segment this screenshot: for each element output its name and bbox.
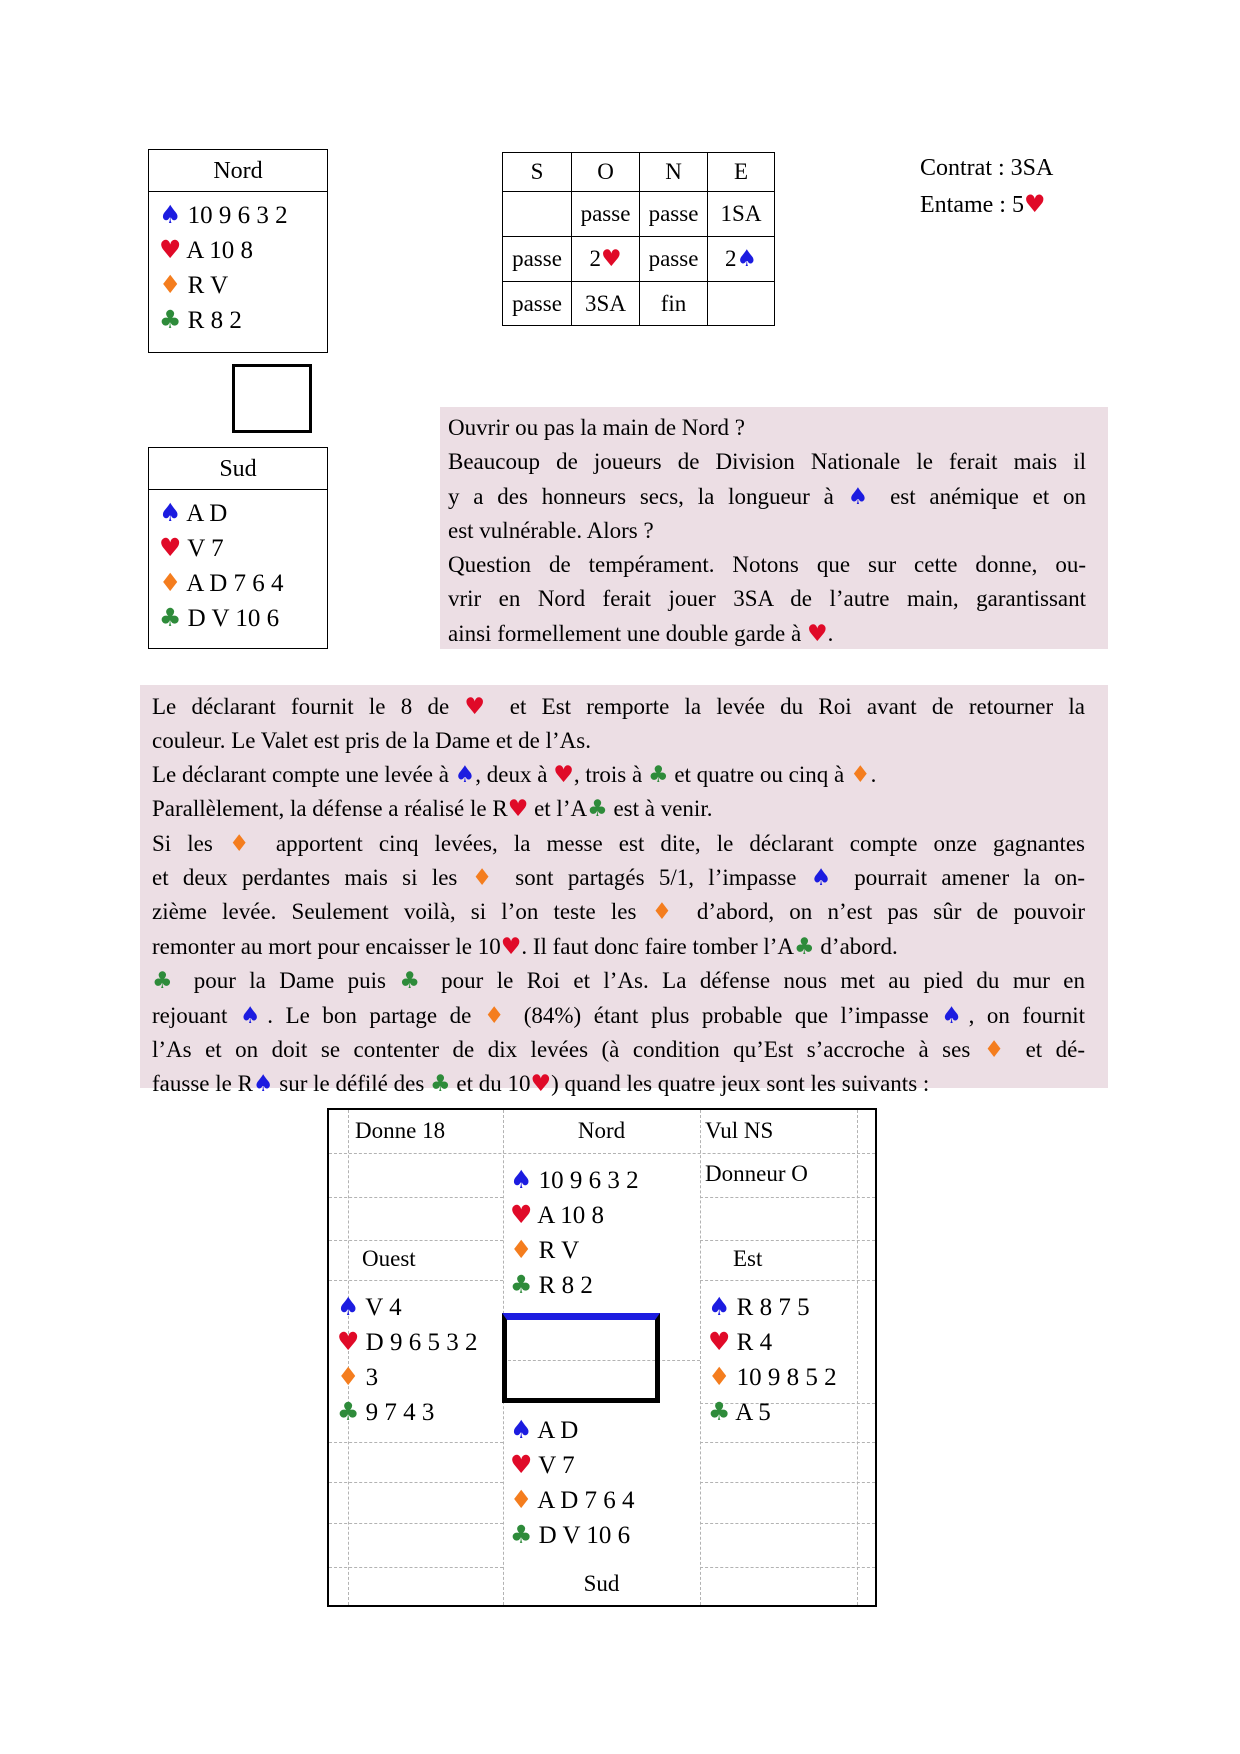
text-line: Ouvrir ou pas la main de Nord ? xyxy=(448,415,746,440)
spade-icon: ♠ xyxy=(159,498,182,527)
diamond-icon: ♦ xyxy=(228,830,260,857)
text-line: y a des honneurs secs, la longueur à ♠ est anémique et on xyxy=(448,483,1086,510)
dashed-gridline xyxy=(329,1153,875,1154)
hand-row-diamond: ♦ A D 7 6 4 xyxy=(510,1485,635,1514)
club-icon: ♣ xyxy=(159,603,182,632)
heart-icon: ♥ xyxy=(1023,190,1046,218)
bid-header-O: O xyxy=(571,153,639,191)
hand-row-club: ♣ D V 10 6 xyxy=(159,603,280,632)
spade-icon: ♠ xyxy=(708,1292,731,1321)
west-label: Ouest xyxy=(362,1246,416,1271)
bid-header-E: E xyxy=(707,153,774,191)
spade-icon: ♠ xyxy=(510,1165,533,1194)
dashed-gridline xyxy=(700,1280,875,1281)
diagram-east-hand xyxy=(708,1290,837,1430)
dashed-gridline xyxy=(329,1280,503,1281)
spade-icon: ♠ xyxy=(337,1292,360,1321)
heart-icon: ♥ xyxy=(464,694,495,720)
diamond-icon: ♦ xyxy=(708,1362,731,1391)
spade-icon: ♠ xyxy=(510,1415,533,1444)
club-icon: ♣ xyxy=(587,796,608,823)
hand-row-club: ♣ R 8 2 xyxy=(159,305,242,334)
bid-cell: 1SA xyxy=(707,191,774,236)
heart-icon: ♥ xyxy=(553,761,574,788)
hand-row-club: ♣ 9 7 4 3 xyxy=(337,1397,435,1426)
text-line: remonter au mort pour encaisser le 10♥. Il faut donc faire tomber l’A♣ d’abord. xyxy=(152,933,898,960)
dashed-gridline xyxy=(700,1197,875,1198)
bid-header-N: N xyxy=(639,153,707,191)
dashed-gridline xyxy=(700,1110,701,1605)
dashed-gridline xyxy=(700,1442,875,1443)
spade-icon: ♠ xyxy=(847,483,877,510)
diamond-icon: ♦ xyxy=(849,761,871,788)
diagram-north-hand xyxy=(510,1163,639,1303)
bid-cell: 3SA xyxy=(571,281,639,325)
hand-row-heart: ♥ V 7 xyxy=(510,1450,575,1479)
dashed-gridline xyxy=(700,1567,875,1568)
bid-cell xyxy=(707,281,774,325)
text-line: vrir en Nord ferait jouer 3SA de l’autre main, garantissant xyxy=(448,586,1086,612)
spade-icon: ♠ xyxy=(239,1002,268,1029)
club-icon: ♣ xyxy=(152,968,181,995)
text-line: est vulnérable. Alors ? xyxy=(448,517,654,543)
east-label: Est xyxy=(733,1246,763,1271)
heart-icon: ♥ xyxy=(507,796,529,823)
text-line: ♣ pour la Dame puis ♣ pour le Roi et l’As. La défense nous met au pied du mur en xyxy=(152,968,1086,995)
hand-row-spade: ♠ A D xyxy=(510,1415,579,1444)
hand-row-club: ♣ A 5 xyxy=(708,1397,771,1426)
spade-icon: ♠ xyxy=(810,865,840,892)
diamond-icon: ♦ xyxy=(510,1235,533,1264)
table-center-box xyxy=(502,1313,660,1403)
text-line: rejouant ♠. Le bon partage de ♦ (84%) étant plus probable que l’impasse ♠, on fournit xyxy=(152,1002,1086,1029)
hand-row-spade: ♠ 10 9 6 3 2 xyxy=(159,200,288,229)
bid-cell: passe xyxy=(503,236,571,281)
dashed-gridline xyxy=(700,1240,875,1241)
dashed-gridline xyxy=(857,1110,858,1605)
club-icon: ♣ xyxy=(510,1520,533,1549)
south-label: Sud xyxy=(583,1571,620,1596)
diagram-west-hand xyxy=(337,1290,477,1430)
hand-row-club: ♣ D V 10 6 xyxy=(510,1520,631,1549)
text-line: Entame : 5♥ xyxy=(920,190,1046,218)
heart-icon: ♥ xyxy=(510,1200,533,1229)
text-line: Question de tempérament. Notons que sur cette donne, ou- xyxy=(448,552,1086,578)
vulnerability-label: Vul NS xyxy=(705,1118,774,1143)
south-hand-rows xyxy=(149,490,327,636)
heart-icon: ♥ xyxy=(530,1071,552,1098)
commentary-block-1 xyxy=(440,407,1108,649)
club-icon: ♣ xyxy=(159,305,182,334)
commentary-block-2 xyxy=(140,685,1108,1098)
heart-icon: ♥ xyxy=(806,620,828,647)
text-line: couleur. Le Valet est pris de la Dame et de l’As. xyxy=(152,728,591,754)
bid-cell: fin xyxy=(639,281,707,325)
hand-row-heart: ♥ A 10 8 xyxy=(510,1200,604,1229)
bid-cell: 2 ♠ xyxy=(707,236,774,281)
dashed-gridline xyxy=(700,1482,875,1483)
bid-cell: passe xyxy=(639,236,707,281)
heart-icon: ♥ xyxy=(600,246,622,272)
diamond-icon: ♦ xyxy=(159,568,182,597)
heart-icon: ♥ xyxy=(337,1327,360,1356)
north-hand-title: Nord xyxy=(149,150,327,192)
contract-block xyxy=(920,150,1053,223)
text-line: Beaucoup de joueurs de Division Nationale le ferait mais il xyxy=(448,449,1086,475)
spade-icon: ♠ xyxy=(736,246,758,272)
spade-icon: ♠ xyxy=(941,1002,969,1029)
bidding-table xyxy=(502,152,775,326)
hand-row-diamond: ♦ A D 7 6 4 xyxy=(159,568,284,597)
bid-header-S: S xyxy=(530,159,544,184)
heart-icon: ♥ xyxy=(159,533,182,562)
dealer-label: Donneur O xyxy=(705,1161,808,1186)
text-line: et deux perdantes mais si les ♦ sont partagés 5/1, l’impasse ♠ pourrait amener la on- xyxy=(152,865,1086,892)
spade-icon: ♠ xyxy=(159,200,182,229)
heart-icon: ♥ xyxy=(500,933,522,960)
text-line: Si les ♦ apportent cinq levées, la messe est dite, le déclarant compte onze gagnantes xyxy=(152,830,1085,857)
hand-row-heart: ♥ D 9 6 5 3 2 xyxy=(337,1327,478,1356)
spade-icon: ♠ xyxy=(252,1071,274,1098)
text-line: zième levée. Seulement voilà, si l’on teste les ♦ d’abord, on n’est pas sûr de pouvoir xyxy=(152,899,1085,926)
hand-row-diamond: ♦ R V xyxy=(510,1235,580,1264)
heart-icon: ♥ xyxy=(708,1327,731,1356)
deal-number-label: Donne 18 xyxy=(355,1118,446,1143)
diamond-icon: ♦ xyxy=(471,865,501,892)
hand-row-spade: ♠ V 4 xyxy=(337,1292,402,1321)
north-hand-box xyxy=(148,149,328,353)
diamond-icon: ♦ xyxy=(159,270,182,299)
text-line: Le déclarant fournit le 8 de ♥ et Est remporte la levée du Roi avant de retourner la xyxy=(152,694,1086,720)
club-icon: ♣ xyxy=(430,1071,451,1098)
hand-row-club: ♣ R 8 2 xyxy=(510,1270,593,1299)
club-icon: ♣ xyxy=(399,968,428,995)
hand-row-spade: ♠ A D xyxy=(159,498,228,527)
north-hand-rows xyxy=(149,192,327,338)
south-hand-box xyxy=(148,447,328,649)
hand-row-heart: ♥ A 10 8 xyxy=(159,235,253,264)
hand-row-spade: ♠ R 8 7 5 xyxy=(708,1292,810,1321)
club-icon: ♣ xyxy=(510,1270,533,1299)
text-line: fausse le R♠ sur le défilé des ♣ et du 10♥) quand les quatre jeux sont les suivants : xyxy=(152,1071,930,1098)
text-line: Contrat : 3SA xyxy=(920,155,1054,181)
text-line: ainsi formellement une double garde à ♥. xyxy=(448,620,834,647)
dashed-gridline xyxy=(329,1567,503,1568)
hand-row-heart: ♥ R 4 xyxy=(708,1327,773,1356)
deal-diagram xyxy=(327,1108,877,1607)
dashed-gridline xyxy=(329,1197,503,1198)
diamond-icon: ♦ xyxy=(651,899,682,926)
dashed-gridline xyxy=(329,1240,503,1241)
hand-row-heart: ♥ V 7 xyxy=(159,533,224,562)
dashed-gridline xyxy=(329,1523,503,1524)
bid-cell: passe xyxy=(503,281,571,325)
south-hand-title: Sud xyxy=(149,448,327,490)
club-icon: ♣ xyxy=(337,1397,360,1426)
hand-row-diamond: ♦ 10 9 8 5 2 xyxy=(708,1362,837,1391)
diamond-icon: ♦ xyxy=(983,1037,1013,1064)
bid-cell: passe xyxy=(639,191,707,236)
text-line: Le déclarant compte une levée à ♠, deux à ♥, trois à ♣ et quatre ou cinq à ♦. xyxy=(152,761,877,788)
club-icon: ♣ xyxy=(794,933,815,960)
diamond-icon: ♦ xyxy=(510,1485,533,1514)
bid-cell: passe xyxy=(571,191,639,236)
club-icon: ♣ xyxy=(647,761,669,788)
dashed-gridline xyxy=(700,1523,875,1524)
diamond-icon: ♦ xyxy=(483,1002,512,1029)
text-line: Parallèlement, la défense a réalisé le R♥ et l’A♣ est à venir. xyxy=(152,796,713,823)
bid-cell xyxy=(503,191,571,236)
hand-row-diamond: ♦ 3 xyxy=(337,1362,379,1391)
dashed-gridline xyxy=(329,1442,503,1443)
heart-icon: ♥ xyxy=(159,235,182,264)
text-line: l’As et on doit se contenter de dix levées (à condition qu’Est s’accroche à ses ♦ et dé- xyxy=(152,1037,1085,1064)
table-marker-square xyxy=(232,364,312,433)
dashed-gridline xyxy=(329,1482,503,1483)
spade-icon: ♠ xyxy=(454,761,476,788)
hand-row-diamond: ♦ R V xyxy=(159,270,229,299)
diagram-south-hand xyxy=(510,1413,635,1553)
diamond-icon: ♦ xyxy=(337,1362,360,1391)
club-icon: ♣ xyxy=(708,1397,731,1426)
bid-cell: 2 ♥ xyxy=(571,236,639,281)
north-label: Nord xyxy=(577,1118,626,1143)
hand-row-spade: ♠ 10 9 6 3 2 xyxy=(510,1165,639,1194)
heart-icon: ♥ xyxy=(510,1450,533,1479)
